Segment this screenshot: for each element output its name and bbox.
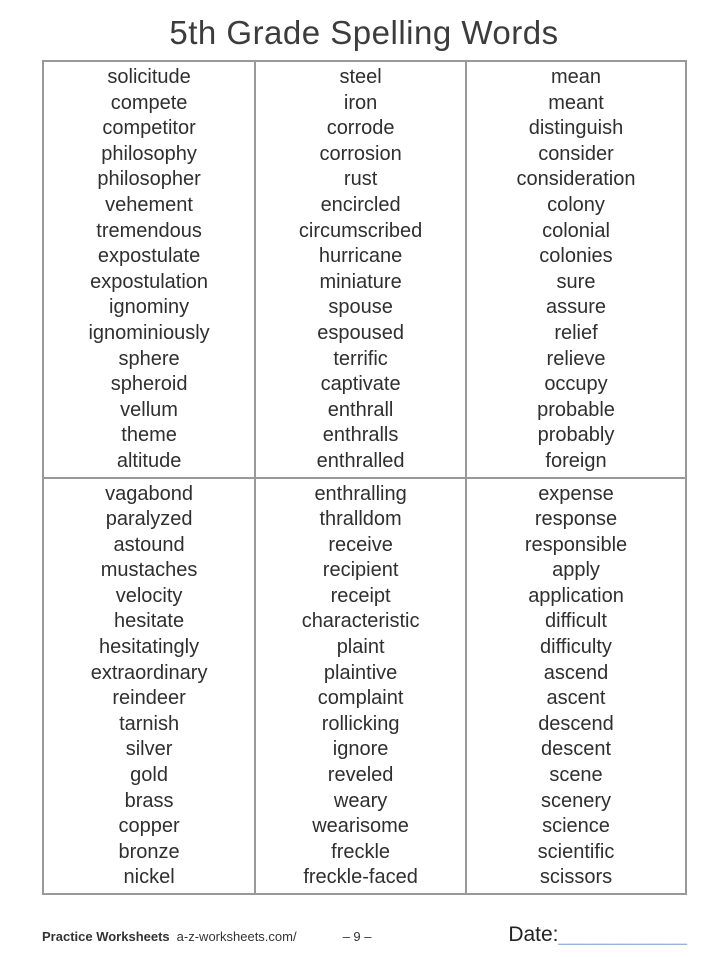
word-item: rust	[343, 168, 378, 191]
word-item: probably	[537, 424, 615, 447]
word-item: colony	[547, 193, 605, 216]
footer-page-number: – 9 –	[342, 929, 372, 944]
word-item: difficulty	[540, 636, 612, 659]
word-item: enthralling	[314, 482, 407, 505]
word-item: apply	[552, 559, 600, 582]
page-title: 5th Grade Spelling Words	[169, 14, 559, 51]
word-item: receive	[328, 533, 393, 556]
worksheet-page	[0, 14, 728, 946]
word-item: sphere	[118, 347, 180, 370]
word-item: plaintive	[323, 661, 398, 684]
word-item: ignominiously	[88, 321, 210, 344]
word-item: rollicking	[321, 712, 400, 735]
word-item: corrode	[326, 117, 395, 140]
word-item: ascend	[543, 661, 609, 684]
word-item: freckle	[331, 840, 391, 863]
word-item: encircled	[320, 193, 401, 216]
word-item: descent	[540, 738, 612, 761]
word-item: velocity	[115, 584, 183, 607]
word-item: spouse	[328, 296, 393, 319]
word-item: mustaches	[100, 559, 198, 582]
word-item: relief	[554, 321, 598, 344]
word-item: nickel	[123, 866, 175, 889]
word-item: reveled	[327, 764, 394, 787]
word-item: occupy	[544, 373, 608, 396]
word-item: brass	[124, 789, 174, 812]
word-item: colonial	[542, 219, 610, 242]
word-item: vagabond	[105, 482, 194, 505]
word-item: plaint	[336, 636, 385, 659]
word-item: expostulation	[90, 270, 209, 293]
date-blank-line[interactable]: ___________	[558, 923, 687, 946]
word-item: consideration	[516, 168, 636, 191]
word-item: freckle-faced	[303, 866, 418, 889]
word-item: recipient	[322, 559, 399, 582]
word-item: paralyzed	[105, 508, 193, 531]
word-item: solicitude	[107, 66, 191, 88]
word-item: scenery	[540, 789, 612, 812]
word-item: complaint	[317, 687, 404, 710]
word-item: relieve	[546, 347, 606, 370]
word-item: copper	[118, 815, 180, 838]
word-item: assure	[545, 296, 607, 319]
word-item: response	[534, 508, 618, 531]
word-item: reindeer	[112, 687, 186, 710]
word-item: sure	[556, 270, 596, 293]
word-item: circumscribed	[298, 219, 423, 242]
word-item: competitor	[102, 117, 196, 140]
word-item: difficult	[545, 610, 607, 633]
word-cell-2-2	[256, 479, 467, 894]
word-item: vehement	[105, 193, 193, 216]
word-item: probable	[537, 398, 615, 421]
word-item: terrific	[333, 347, 388, 370]
word-item: expostulate	[97, 245, 201, 268]
word-item: compete	[110, 91, 188, 114]
word-item: ascent	[546, 687, 606, 710]
footer-brand: Practice Worksheets	[42, 929, 170, 944]
word-item: colonies	[539, 245, 613, 268]
word-cell-2-1	[44, 479, 256, 894]
word-item: mean	[550, 66, 602, 88]
word-item: science	[542, 815, 610, 838]
word-item: thralldom	[319, 508, 402, 531]
word-item: receipt	[330, 584, 391, 607]
word-item: enthrall	[327, 398, 394, 421]
word-item: hesitate	[114, 610, 185, 633]
word-item: enthralled	[316, 449, 405, 472]
word-item: meant	[548, 91, 604, 114]
word-item: distinguish	[528, 117, 624, 140]
word-cell-2-3	[467, 479, 685, 894]
word-cell-1-2	[256, 62, 467, 479]
footer	[42, 923, 687, 947]
word-item: tremendous	[96, 219, 202, 242]
word-item: steel	[339, 66, 382, 88]
word-item: responsible	[524, 533, 628, 556]
word-item: application	[528, 584, 624, 607]
word-item: espoused	[317, 321, 404, 344]
word-item: wearisome	[312, 815, 409, 838]
word-item: ignore	[332, 738, 389, 761]
word-cell-1-3	[467, 62, 685, 479]
word-item: altitude	[116, 449, 182, 472]
word-item: scissors	[539, 866, 613, 889]
word-item: scene	[549, 764, 603, 787]
footer-site-link[interactable]: a-z-worksheets.com/	[176, 929, 297, 944]
word-item: philosopher	[97, 168, 201, 191]
word-item: spheroid	[110, 373, 188, 396]
word-item: miniature	[319, 270, 402, 293]
word-item: theme	[121, 424, 177, 447]
word-item: hurricane	[318, 245, 403, 268]
word-item: gold	[130, 764, 168, 787]
word-item: weary	[333, 789, 388, 812]
word-item: vellum	[120, 398, 178, 421]
date-label: Date:	[508, 923, 559, 946]
word-item: extraordinary	[90, 661, 208, 684]
word-item: descend	[538, 712, 614, 735]
word-item: scientific	[537, 840, 615, 863]
word-item: consider	[538, 142, 614, 165]
word-item: hesitatingly	[99, 636, 200, 659]
word-item: expense	[538, 482, 614, 505]
word-item: foreign	[545, 449, 607, 472]
word-item: silver	[125, 738, 173, 761]
spelling-words-table	[42, 60, 687, 895]
word-item: tarnish	[119, 712, 180, 735]
word-cell-1-1	[44, 62, 256, 479]
word-item: astound	[113, 533, 185, 556]
word-item: characteristic	[301, 610, 420, 633]
date-field	[508, 923, 687, 947]
word-item: iron	[343, 91, 378, 114]
word-item: enthralls	[322, 424, 399, 447]
word-item: ignominy	[109, 296, 190, 319]
word-item: philosophy	[101, 142, 197, 165]
word-item: captivate	[320, 373, 401, 396]
word-item: corrosion	[319, 142, 402, 165]
word-item: bronze	[118, 840, 180, 863]
